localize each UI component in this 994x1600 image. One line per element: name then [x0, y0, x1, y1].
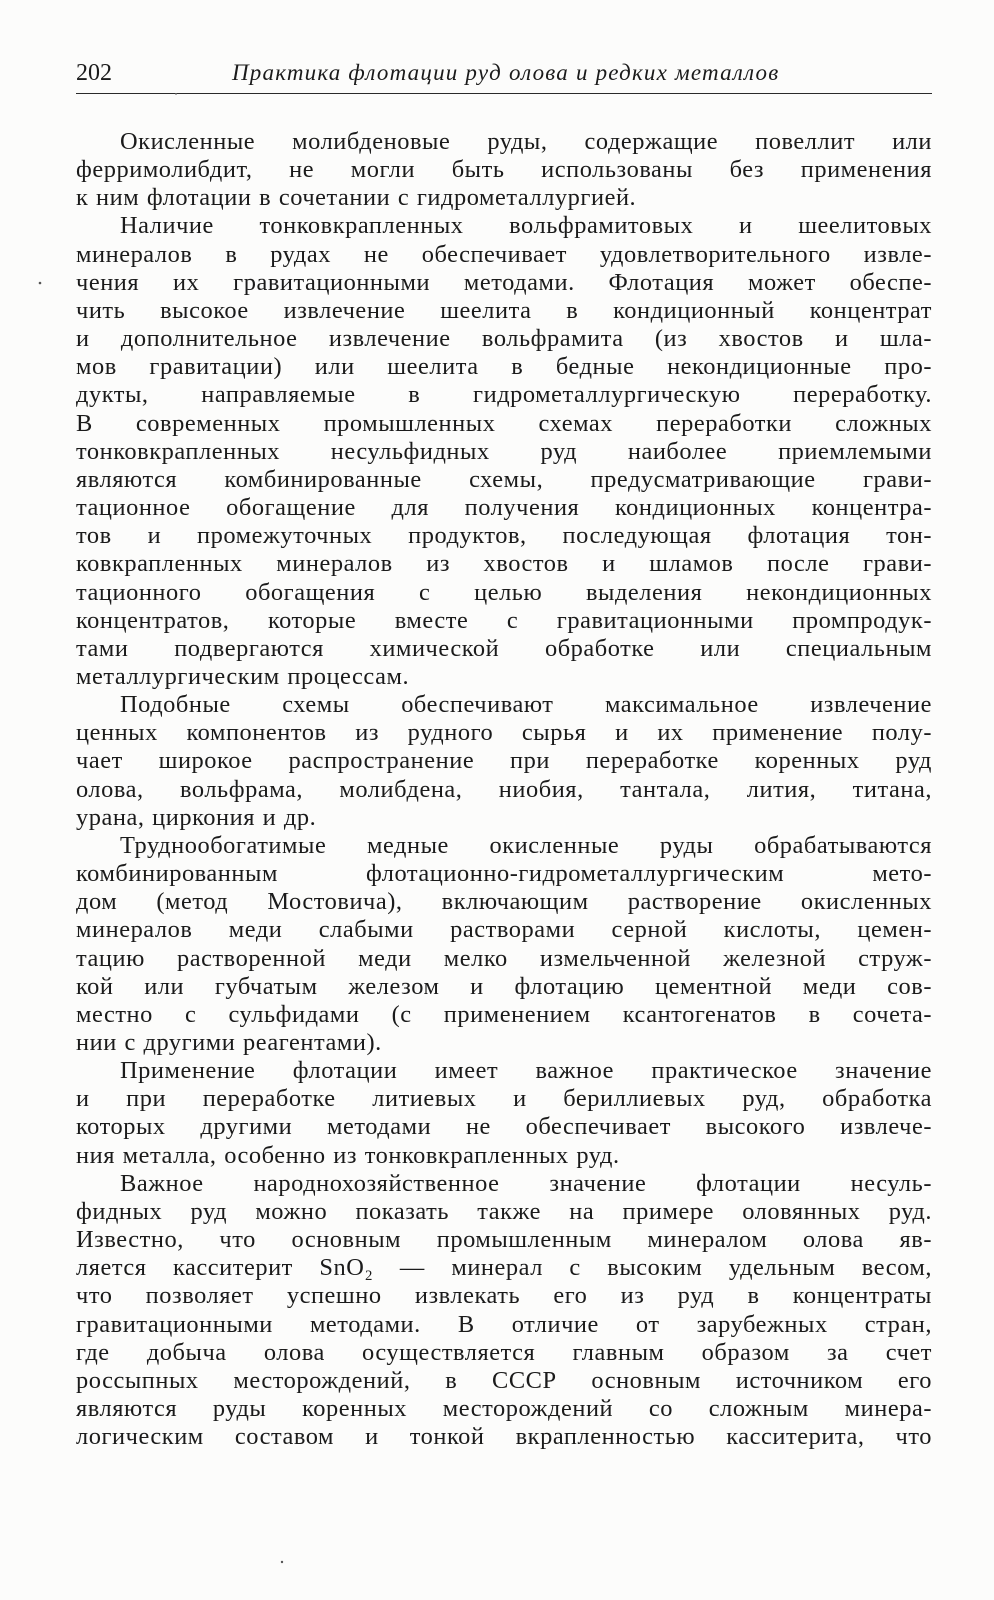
text-line: чает широкое распространение при переработке коренных руд [76, 747, 932, 775]
paragraph-5 [76, 1057, 932, 1170]
text-line: минералов в рудах не обеспечивает удовлетворительного извле- [76, 240, 932, 268]
text-line: ния металла, особенно из тонковкрапленных руд. [76, 1141, 620, 1169]
text-line: Известно, что основным промышленным минералом олова яв- [76, 1226, 932, 1254]
page-number: 202 [76, 60, 112, 86]
text-line: россыпных месторождений, в СССР основным источником его [76, 1366, 932, 1394]
paragraph-3 [76, 691, 932, 832]
text-line: металлургическим процессам. [76, 662, 410, 690]
text-line: Наличие тонковкрапленных вольфрамитовых и шеелитовых [120, 212, 932, 240]
text-line: тонковкрапленных несульфидных руд наиболее приемлемыми [76, 437, 932, 465]
header-rule [76, 93, 932, 94]
text-line: тационного обогащения с целью выделения некондиционных [76, 578, 932, 606]
text-line: ляется касситерит SnO₂ — минерал с высоким удельным весом, [76, 1254, 932, 1282]
text-line: тационное обогащение для получения кондиционных концентра- [76, 494, 932, 522]
text-line: где добыча олова осуществляется главным образом за счет [76, 1338, 932, 1366]
text-line: дом (метод Мостовича), включающим растворение окисленных [76, 888, 932, 916]
text-line: концентратов, которые вместе с гравитационными промпродук- [76, 606, 932, 634]
text-line: урана, циркония и др. [76, 803, 317, 831]
running-title: Практика флотации руд олова и редких металлов [232, 60, 780, 85]
text-line: кой или губчатым железом и флотацию цементной меди сов- [76, 972, 932, 1000]
scan-speck [39, 282, 42, 285]
text-line: местно с сульфидами (с применением ксантогенатов в сочета- [76, 1000, 932, 1028]
text-line: являются руды коренных месторождений со сложным минера- [76, 1395, 932, 1423]
text-line: тов и промежуточных продуктов, последующая флотация тон- [76, 522, 932, 550]
text-line: логическим составом и тонкой вкрапленностью касситерита, что [76, 1423, 932, 1451]
text-line: Окисленные молибденовые руды, содержащие повеллит или [120, 128, 932, 155]
text-line: чения их гравитационными методами. Флотация может обеспе- [76, 268, 932, 296]
text-line: гравитационными методами. В отличие от зарубежных стран, [76, 1310, 932, 1338]
paragraph-2 [76, 212, 932, 691]
running-head [76, 58, 932, 94]
text-line: чить высокое извлечение шеелита в кондиционный концентрат [76, 296, 932, 324]
paragraph-6 [76, 1170, 932, 1452]
text-line: Труднообогатимые медные окисленные руды обрабатываются [120, 831, 932, 859]
text-line: Подобные схемы обеспечивают максимальное извлечение [120, 691, 932, 719]
text-line: и при переработке литиевых и бериллиевых руд, обработка [76, 1085, 932, 1113]
text-line: Важное народнохозяйственное значение флотации несуль- [120, 1169, 932, 1197]
text-line: Применение флотации имеет важное практическое значение [120, 1057, 932, 1085]
text-line: к ним флотации в сочетании с гидрометаллургией. [76, 184, 637, 212]
body-text [76, 128, 932, 1451]
text-line: ковкрапленных минералов из хвостов и шламов после грави- [76, 550, 932, 578]
text-line: являются комбинированные схемы, предусматривающие грави- [76, 465, 932, 493]
text-line: что позволяет успешно извлекать его из руд в концентраты [76, 1282, 932, 1310]
text-line: минералов меди слабыми растворами серной кислоты, цемен- [76, 916, 932, 944]
text-line: тами подвергаются химической обработке или специальным [76, 634, 932, 662]
scan-speck [281, 1561, 283, 1563]
paragraph-4 [76, 832, 932, 1057]
text-line: комбинированным флотационно-гидрометаллургическим мето- [76, 860, 932, 888]
text-line: нии с другими реагентами). [76, 1029, 382, 1056]
text-line: тацию растворенной меди мелко измельченной железной струж- [76, 944, 932, 972]
text-line: олова, вольфрама, молибдена, ниобия, тантала, лития, титана, [76, 775, 932, 803]
text-line: которых другими методами не обеспечивает высокого извлече- [76, 1113, 932, 1141]
text-line: ферримолибдит, не могли быть использованы без применения [76, 156, 932, 184]
text-line: и дополнительное извлечение вольфрамита (из хвостов и шла- [76, 325, 932, 353]
text-line: мов гравитации) или шеелита в бедные некондиционные про- [76, 353, 932, 381]
paragraph-1 [76, 128, 932, 212]
text-line: В современных промышленных схемах переработки сложных [76, 409, 932, 437]
text-line: ценных компонентов из рудного сырья и их применение полу- [76, 719, 932, 747]
text-line: фидных руд можно показать также на примере оловянных руд. [76, 1197, 932, 1225]
text-line: дукты, направляемые в гидрометаллургическую переработку. [76, 381, 932, 409]
